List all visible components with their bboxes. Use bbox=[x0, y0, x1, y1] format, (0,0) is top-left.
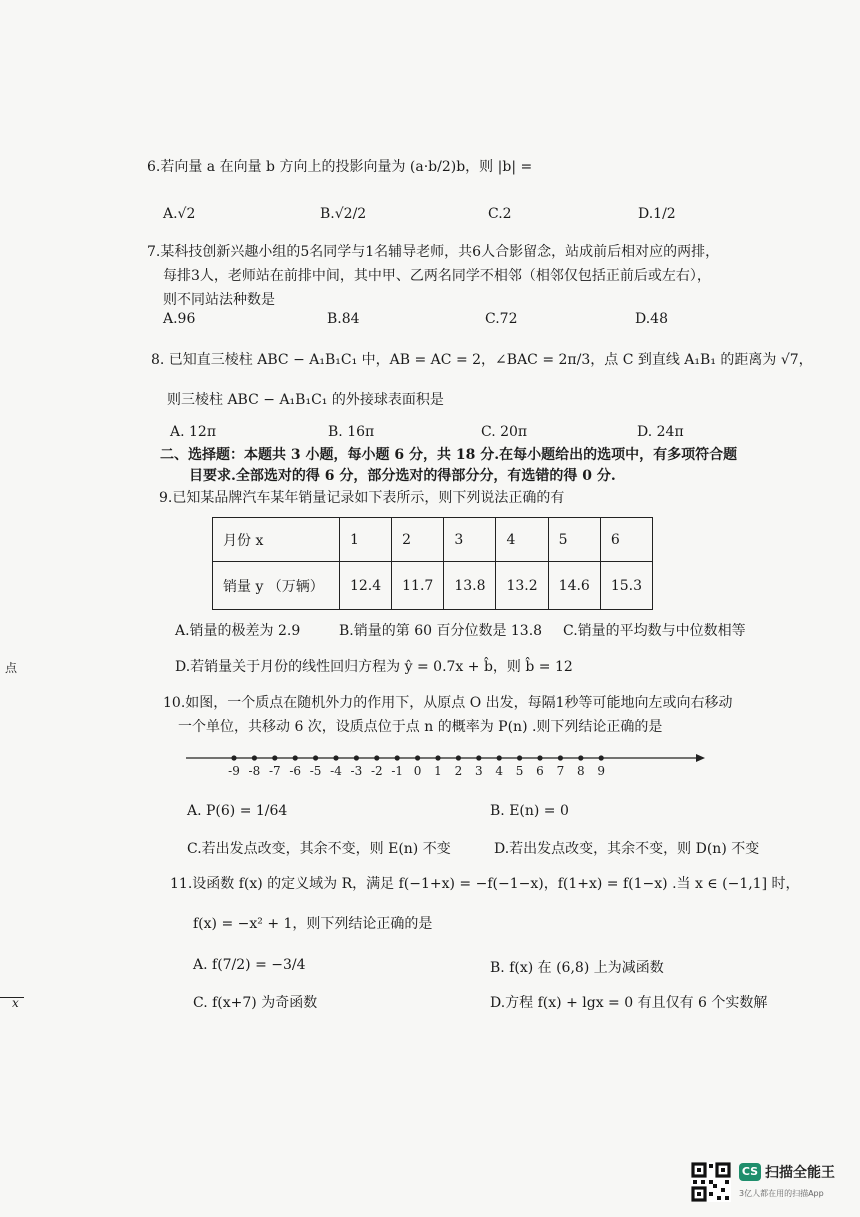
number-line-tick-label: 0 bbox=[413, 764, 422, 778]
number-line-tick-label: -4 bbox=[330, 764, 342, 778]
number-line-tick-label: -6 bbox=[289, 764, 302, 778]
table-cell: 14.6 bbox=[548, 562, 600, 610]
q6-option-a: A.√2 bbox=[163, 206, 196, 222]
q10-option-d: D.若出发点改变，其余不变，则 D(n) 不变 bbox=[494, 841, 760, 857]
table-cell: 6 bbox=[600, 518, 652, 562]
q6-option-c: C.2 bbox=[488, 206, 512, 222]
number-line-point bbox=[272, 755, 277, 760]
number-line-point bbox=[435, 755, 440, 760]
q10-line-1: 10.如图，一个质点在随机外力的作用下，从原点 O 出发，每隔1秒等可能地向左或向右移动 bbox=[163, 695, 733, 711]
q8-line-2: 则三棱柱 ABC − A₁B₁C₁ 的外接球表面积是 bbox=[167, 392, 444, 408]
qr-code-icon bbox=[691, 1162, 731, 1202]
q6-option-d: D.1/2 bbox=[638, 206, 676, 222]
number-line-point bbox=[333, 755, 338, 760]
q9-option-d: D.若销量关于月份的线性回归方程为 ŷ = 0.7x + b̂，则 b̂ = 12 bbox=[175, 659, 573, 675]
q7-option-d: D.48 bbox=[635, 311, 668, 327]
arrow-right-icon bbox=[696, 754, 705, 762]
table-cell: 11.7 bbox=[392, 562, 444, 610]
number-line-tick-label: -1 bbox=[391, 764, 404, 778]
number-line-tick-label: -3 bbox=[350, 764, 363, 778]
q6-stem: 6.若向量 a 在向量 b 方向上的投影向量为 (a·b/2)b，则 |b| = bbox=[147, 159, 533, 175]
number-line-tick-label: 3 bbox=[474, 764, 483, 778]
table-cell: 13.2 bbox=[496, 562, 548, 610]
number-line-tick-label: 9 bbox=[597, 764, 606, 778]
q7-line-2: 每排3人，老师站在前排中间，其中甲、乙两名同学不相邻（相邻仅包括正前后或左右）， bbox=[163, 268, 711, 284]
number-line-point bbox=[497, 755, 502, 760]
number-line-point bbox=[517, 755, 522, 760]
q11-option-c: C. f(x+7) 为奇函数 bbox=[193, 995, 318, 1011]
number-line-tick-label: 1 bbox=[434, 764, 442, 778]
number-line-point bbox=[252, 755, 257, 760]
q6-option-b: B.√2/2 bbox=[320, 206, 367, 222]
q11-option-d: D.方程 f(x) + lgx = 0 有且仅有 6 个实数解 bbox=[490, 995, 768, 1011]
q8-option-d: D. 24π bbox=[637, 424, 684, 440]
table-cell: 2 bbox=[392, 518, 444, 562]
q8-option-a: A. 12π bbox=[170, 424, 217, 440]
table-cell: 12.4 bbox=[339, 562, 391, 610]
number-line-tick-label: -5 bbox=[309, 764, 322, 778]
table-header-month: 月份 x bbox=[213, 518, 340, 562]
q7-line-1: 7.某科技创新兴趣小组的5名同学与1名辅导老师，共6人合影留念，站成前后相对应的两排， bbox=[147, 244, 720, 260]
table-cell: 3 bbox=[444, 518, 496, 562]
watermark-tagline: 3亿人都在用的扫描App bbox=[739, 1189, 824, 1198]
number-line bbox=[186, 748, 706, 780]
number-line-tick-label: 5 bbox=[515, 764, 524, 778]
number-line-point bbox=[313, 755, 318, 760]
number-line-tick-label: -8 bbox=[248, 764, 261, 778]
number-line-point bbox=[456, 755, 461, 760]
number-line-tick-label: 4 bbox=[495, 764, 504, 778]
number-line-point bbox=[558, 755, 563, 760]
number-line-tick-label: 2 bbox=[454, 764, 463, 778]
table-row bbox=[213, 562, 653, 610]
q7-option-a: A.96 bbox=[163, 311, 196, 327]
q9-option-c: C.销量的平均数与中位数相等 bbox=[563, 623, 746, 639]
section-2-heading-line-2: 目要求.全部选对的得 6 分，部分选对的得部分分，有选错的得 0 分. bbox=[189, 468, 616, 484]
q11-option-a: A. f(7/2) = −3/4 bbox=[193, 957, 306, 973]
table-header-sales: 销量 y （万辆） bbox=[213, 562, 340, 610]
number-line-point bbox=[395, 755, 400, 760]
table-cell: 4 bbox=[496, 518, 548, 562]
section-2-heading-line-1: 二、选择题：本题共 3 小题，每小题 6 分，共 18 分.在每小题给出的选项中，有多项符合题 bbox=[160, 447, 738, 463]
watermark-brand: 扫描全能王 bbox=[765, 1165, 835, 1181]
number-line-point bbox=[537, 755, 542, 760]
margin-text-x: x bbox=[12, 996, 19, 1010]
q7-line-3: 则不同站法种数是 bbox=[163, 292, 275, 308]
number-line-tick-label: -9 bbox=[228, 764, 240, 778]
sales-table bbox=[212, 517, 653, 610]
table-cell: 1 bbox=[339, 518, 391, 562]
q9-option-a: A.销量的极差为 2.9 bbox=[175, 623, 301, 639]
q7-option-c: C.72 bbox=[485, 311, 518, 327]
number-line-point bbox=[231, 755, 236, 760]
camscanner-logo: CS bbox=[739, 1163, 761, 1181]
margin-text-dot: 点 bbox=[5, 661, 18, 675]
number-line-tick-label: -2 bbox=[370, 764, 383, 778]
number-line-ticks bbox=[228, 755, 605, 778]
q9-option-b: B.销量的第 60 百分位数是 13.8 bbox=[339, 623, 543, 639]
number-line-point bbox=[293, 755, 298, 760]
q7-option-b: B.84 bbox=[327, 311, 360, 327]
number-line-point bbox=[374, 755, 379, 760]
number-line-point bbox=[599, 755, 604, 760]
number-line-point bbox=[415, 755, 420, 760]
table-cell: 5 bbox=[548, 518, 600, 562]
number-line-tick-label: 7 bbox=[556, 764, 565, 778]
q10-option-c: C.若出发点改变，其余不变，则 E(n) 不变 bbox=[187, 841, 451, 857]
q8-option-c: C. 20π bbox=[481, 424, 528, 440]
q11-line-2: f(x) = −x² + 1，则下列结论正确的是 bbox=[193, 916, 433, 932]
q10-option-a: A. P(6) = 1/64 bbox=[187, 803, 288, 819]
q8-line-1: 8. 已知直三棱柱 ABC − A₁B₁C₁ 中，AB = AC = 2，∠BAC = 2π/3，点 C 到直线 A₁B₁ 的距离为 √7， bbox=[151, 352, 813, 368]
number-line-tick-label: 8 bbox=[576, 764, 585, 778]
number-line-point bbox=[476, 755, 481, 760]
q11-line-1: 11.设函数 f(x) 的定义域为 R，满足 f(−1+x) = −f(−1−x)，f(1+x) = f(1−x) .当 x ∈ (−1,1] 时， bbox=[170, 876, 800, 892]
table-cell: 13.8 bbox=[444, 562, 496, 610]
number-line-point bbox=[578, 755, 583, 760]
q10-line-2: 一个单位，共移动 6 次，设质点位于点 n 的概率为 P(n) .则下列结论正确的是 bbox=[178, 719, 663, 735]
number-line-tick-label: 6 bbox=[536, 764, 544, 778]
q10-option-b: B. E(n) = 0 bbox=[490, 803, 569, 819]
table-cell: 15.3 bbox=[600, 562, 652, 610]
number-line-tick-label: -7 bbox=[268, 764, 281, 778]
number-line-point bbox=[354, 755, 359, 760]
q11-option-b: B. f(x) 在 (6,8) 上为减函数 bbox=[490, 960, 664, 976]
table-row bbox=[213, 518, 653, 562]
q9-stem: 9.已知某品牌汽车某年销量记录如下表所示，则下列说法正确的有 bbox=[159, 490, 565, 506]
q8-option-b: B. 16π bbox=[328, 424, 375, 440]
